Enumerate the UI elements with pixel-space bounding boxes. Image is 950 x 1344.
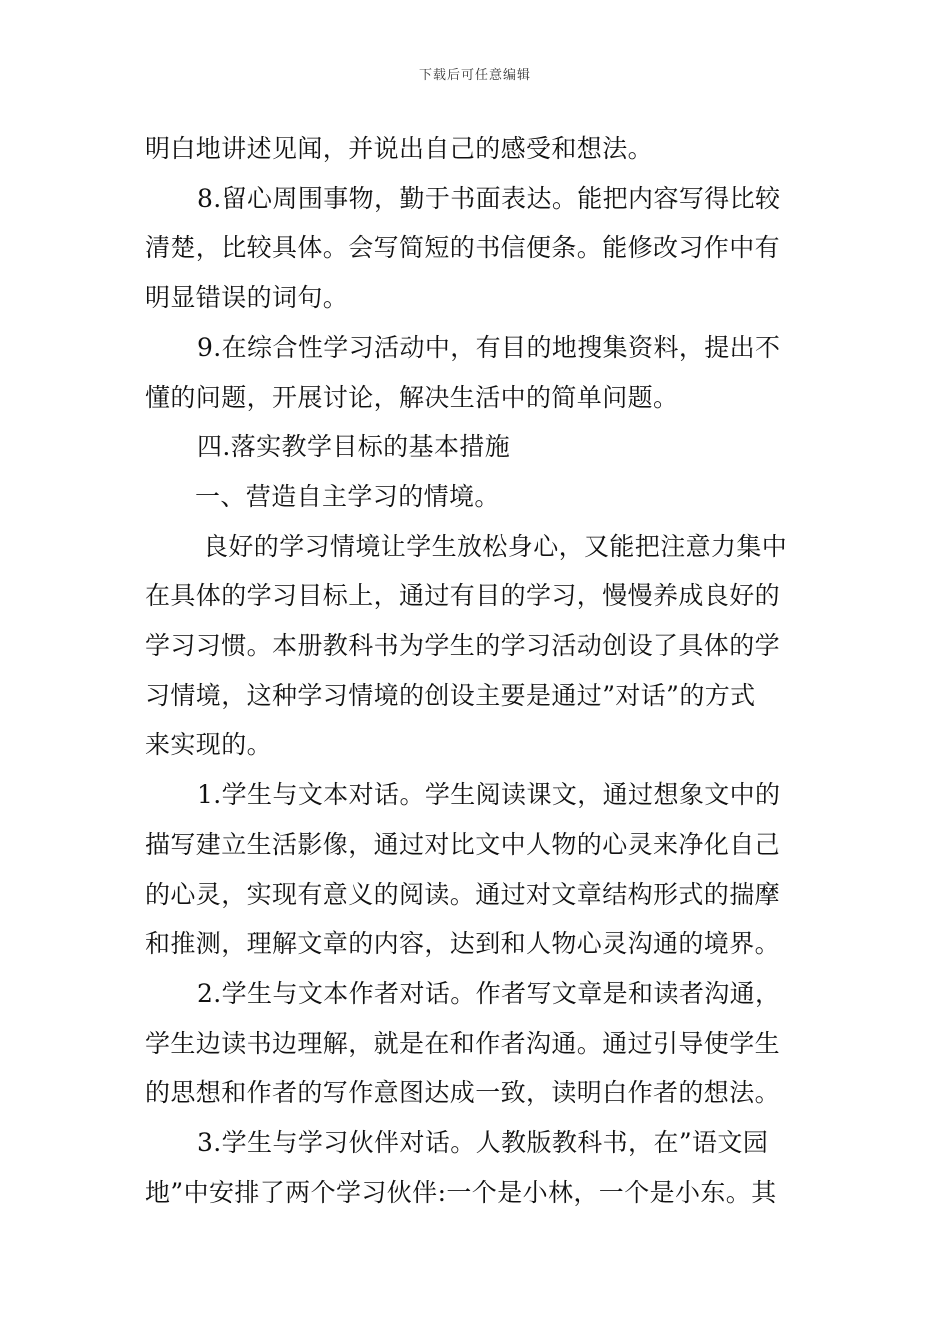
text-line: 四.落实教学目标的基本措施 [197,432,511,462]
text-line: 学生边读书边理解，就是在和作者沟通。通过引导使学生 [145,1028,781,1058]
text-line: 习情境，这种学习情境的创设主要是通过”对话”的方式 [145,680,756,710]
text-line: 的心灵，实现有意义的阅读。通过对文章结构形式的揣摩 [145,879,781,909]
text-line: 明显错误的词句。 [145,283,349,313]
text-line: 8.留心周围事物，勤于书面表达。能把内容写得比较 [197,183,781,213]
text-line: 9.在综合性学习活动中，有目的地搜集资料，提出不 [197,332,781,362]
text-line: 地”中安排了两个学习伙伴:一个是小林，一个是小东。其 [145,1177,777,1207]
text-line: 描写建立生活影像，通过对比文中人物的心灵来净化自己 [145,829,781,859]
text-line: 一、营造自主学习的情境。 [195,481,500,511]
text-line: 在具体的学习目标上，通过有目的学习，慢慢养成良好的 [145,581,781,611]
page-header: 下载后可任意编辑 [418,68,531,83]
text-line: 良好的学习情境让学生放松身心，又能把注意力集中 [203,531,788,561]
text-line: 3.学生与学习伙伴对话。人教版教科书，在”语文园 [197,1128,769,1157]
text-line: 懂的问题，开展讨论，解决生活中的简单问题。 [145,382,679,412]
text-line: 2.学生与文本作者对话。作者写文章是和读者沟通， [197,978,781,1008]
text-line: 1.学生与文本对话。学生阅读课文，通过想象文中的 [197,780,781,810]
text-line: 学习习惯。本册教科书为学生的学习活动创设了具体的学 [145,631,781,660]
text-line: 清楚，比较具体。会写简短的书信便条。能修改习作中有 [145,233,781,263]
text-line: 明白地讲述见闻，并说出自己的感受和想法。 [145,134,654,163]
text-line: 和推测，理解文章的内容，达到和人物心灵沟通的境界。 [145,929,781,959]
text-line: 的思想和作者的写作意图达成一致，读明白作者的想法。 [145,1078,781,1108]
text-line: 来实现的。 [145,730,273,760]
